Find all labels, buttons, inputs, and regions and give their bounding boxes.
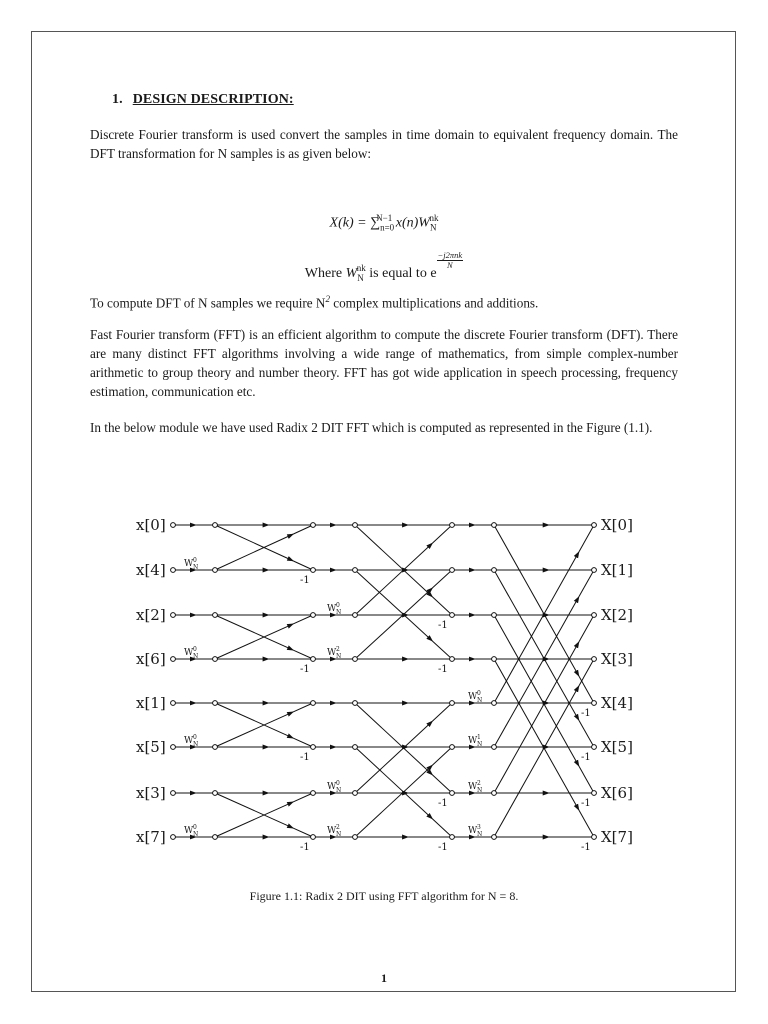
output-label-7: X[7] bbox=[601, 828, 633, 846]
twiddle-w: W bbox=[468, 826, 478, 836]
twiddle-exp: 1 bbox=[477, 734, 481, 741]
twiddle-stage1 bbox=[184, 734, 198, 748]
junction-node bbox=[492, 613, 497, 618]
twiddle-exp: 0 bbox=[477, 690, 481, 697]
butterfly-cross bbox=[579, 810, 594, 837]
junction-node bbox=[311, 523, 316, 528]
butterfly-cross bbox=[494, 597, 579, 747]
butterfly-cross bbox=[433, 525, 452, 543]
page-number: 1 bbox=[381, 971, 387, 985]
paragraph-complexity bbox=[90, 290, 678, 312]
twiddle-w: W bbox=[327, 826, 337, 836]
junction-node bbox=[213, 701, 218, 706]
junction-node bbox=[450, 835, 455, 840]
where-w-sup: nk bbox=[356, 263, 366, 274]
butterfly-cross bbox=[215, 802, 293, 837]
junction-node bbox=[450, 657, 455, 662]
butterfly-cross bbox=[579, 766, 594, 793]
junction-node bbox=[353, 613, 358, 618]
butterfly-cross bbox=[579, 615, 594, 642]
twiddle-exp: 0 bbox=[336, 780, 340, 787]
junction-node bbox=[353, 835, 358, 840]
twiddle-sub: N bbox=[193, 741, 199, 748]
twiddle-sub: N bbox=[477, 697, 483, 704]
junction-node bbox=[492, 701, 497, 706]
junction-node bbox=[450, 701, 455, 706]
junction-node bbox=[171, 613, 176, 618]
twiddle-w: W bbox=[468, 736, 478, 746]
twiddle-exp: 2 bbox=[336, 646, 340, 653]
minus-one-stage3: -1 bbox=[581, 752, 591, 763]
junction-node bbox=[492, 523, 497, 528]
butterfly-cross bbox=[494, 552, 579, 703]
output-label-4: X[4] bbox=[601, 694, 633, 712]
junction-node bbox=[213, 523, 218, 528]
minus-one-stage3: -1 bbox=[581, 798, 591, 809]
butterfly-cross bbox=[355, 747, 433, 819]
exponent-numerator: −j2πnk bbox=[437, 250, 463, 260]
butterfly-cross bbox=[579, 525, 594, 552]
twiddle-stage1 bbox=[184, 557, 198, 571]
butterfly-cross bbox=[494, 570, 579, 720]
butterfly-cross bbox=[433, 819, 452, 837]
junction-node bbox=[171, 835, 176, 840]
twiddle-sub: N bbox=[336, 831, 342, 838]
output-label-6: X[6] bbox=[601, 784, 633, 802]
junction-node bbox=[450, 568, 455, 573]
twiddle-stage3 bbox=[468, 690, 482, 704]
butterfly-cross bbox=[494, 686, 579, 837]
minus-one-stage2: -1 bbox=[438, 664, 448, 675]
butterfly-cross bbox=[579, 659, 594, 686]
twiddle-definition bbox=[0, 251, 768, 283]
paragraph-fft-intro: Fast Fourier transform (FFT) is an efficient algorithm to compute the discrete Fourier transform (DFT). There are many distinct FFT algorithms involving a wide range of mathematics, from simple complex-number arithmetic to group theory and number theory. FFT has got wide application in speech processing, frequency estimation, communication etc. bbox=[90, 327, 678, 399]
input-label-3: x[6] bbox=[136, 650, 166, 668]
butterfly-cross bbox=[355, 525, 433, 597]
minus-one-stage2: -1 bbox=[438, 620, 448, 631]
junction-node bbox=[311, 613, 316, 618]
twiddle-stage2 bbox=[327, 646, 341, 660]
where-w: W bbox=[345, 266, 358, 281]
junction-node bbox=[213, 568, 218, 573]
junction-node bbox=[213, 613, 218, 618]
butterfly-cross bbox=[433, 747, 452, 765]
butterfly-cross bbox=[355, 721, 433, 793]
junction-node bbox=[353, 791, 358, 796]
twiddle-w: W bbox=[468, 692, 478, 702]
junction-node bbox=[492, 657, 497, 662]
butterfly-cross bbox=[215, 703, 293, 738]
twiddle-sub: N bbox=[429, 222, 437, 233]
twiddle-exp: 2 bbox=[477, 780, 481, 787]
twiddle-w: W bbox=[468, 782, 478, 792]
input-label-4: x[1] bbox=[136, 694, 166, 712]
butterfly-cross bbox=[579, 676, 594, 703]
minus-one-stage1: -1 bbox=[300, 664, 310, 675]
junction-node bbox=[450, 613, 455, 618]
junction-node bbox=[353, 745, 358, 750]
input-label-5: x[5] bbox=[136, 738, 166, 756]
junction-node bbox=[311, 657, 316, 662]
twiddle-sub: N bbox=[477, 741, 483, 748]
sum-lower: n=0 bbox=[380, 222, 395, 233]
butterfly-cross bbox=[355, 570, 433, 641]
junction-node bbox=[492, 745, 497, 750]
section-title: DESIGN DESCRIPTION: bbox=[132, 92, 294, 107]
twiddle-exp: 3 bbox=[477, 824, 481, 831]
complexity-text: To compute DFT of N samples we require N bbox=[90, 295, 326, 311]
junction-node bbox=[171, 523, 176, 528]
butterfly-cross bbox=[215, 624, 293, 659]
butterfly-cross bbox=[293, 615, 313, 624]
butterfly-cross bbox=[215, 793, 293, 828]
twiddle-sub: N bbox=[336, 787, 342, 794]
exponent-denominator: N bbox=[447, 260, 453, 270]
twiddle-w: W bbox=[327, 648, 337, 658]
output-label-5: X[5] bbox=[601, 738, 633, 756]
butterfly-cross bbox=[494, 659, 579, 810]
output-node bbox=[592, 701, 597, 706]
butterfly-cross bbox=[215, 712, 293, 747]
output-label-1: X[1] bbox=[601, 561, 633, 579]
minus-one-stage1: -1 bbox=[300, 842, 310, 853]
junction-node bbox=[450, 791, 455, 796]
junction-node bbox=[450, 745, 455, 750]
output-node bbox=[592, 568, 597, 573]
sum-upper: N−1 bbox=[376, 213, 393, 223]
butterfly-cross bbox=[293, 525, 313, 534]
butterfly-cross bbox=[293, 793, 313, 802]
sum-symbol: ∑ bbox=[370, 215, 381, 231]
twiddle-exp: 2 bbox=[336, 824, 340, 831]
butterfly-cross bbox=[355, 765, 433, 837]
butterfly-cross bbox=[293, 738, 313, 747]
twiddle-sub: N bbox=[336, 609, 342, 616]
formula-lhs: X(k) = bbox=[329, 215, 371, 231]
minus-one-stage2: -1 bbox=[438, 842, 448, 853]
junction-node bbox=[171, 745, 176, 750]
butterfly-cross bbox=[355, 703, 433, 775]
junction-node bbox=[311, 701, 316, 706]
exponent-fraction bbox=[437, 251, 464, 270]
input-label-0: x[0] bbox=[136, 516, 166, 534]
twiddle-stage2 bbox=[327, 824, 341, 838]
butterfly-cross bbox=[579, 570, 594, 597]
figure-caption: Figure 1.1: Radix 2 DIT using FFT algorithm for N = 8. bbox=[249, 889, 519, 903]
butterfly-cross bbox=[494, 525, 579, 676]
twiddle-exp: 0 bbox=[193, 557, 197, 564]
junction-node bbox=[353, 568, 358, 573]
section-number: 1. bbox=[112, 92, 123, 107]
where-text: Where bbox=[304, 266, 346, 281]
butterfly-cross bbox=[433, 570, 452, 588]
butterfly-cross bbox=[433, 597, 452, 615]
complexity-text-rest: complex multiplications and additions. bbox=[329, 295, 539, 311]
butterfly-cross bbox=[494, 642, 579, 793]
dft-formula bbox=[0, 213, 768, 232]
twiddle-stage3 bbox=[468, 824, 482, 838]
butterfly-cross bbox=[215, 525, 293, 561]
minus-one-stage1: -1 bbox=[300, 575, 310, 586]
twiddle-w: W bbox=[184, 736, 194, 746]
butterfly-cross bbox=[433, 641, 452, 659]
junction-node bbox=[171, 701, 176, 706]
butterfly-cross bbox=[494, 615, 579, 766]
butterfly-cross bbox=[215, 534, 293, 570]
twiddle-stage3 bbox=[468, 734, 482, 748]
twiddle-w: W bbox=[184, 559, 194, 569]
paragraph-module: In the below module we have used Radix 2 DIT FFT which is computed as represented in the Figure (1.1). bbox=[90, 420, 653, 435]
twiddle-stage1 bbox=[184, 824, 198, 838]
twiddle-w: W bbox=[327, 782, 337, 792]
minus-one-stage2: -1 bbox=[438, 798, 448, 809]
twiddle-sup: nk bbox=[429, 213, 439, 223]
output-node bbox=[592, 523, 597, 528]
twiddle-stage2 bbox=[327, 780, 341, 794]
junction-node bbox=[353, 523, 358, 528]
output-node bbox=[592, 613, 597, 618]
diagram-wires bbox=[175, 525, 594, 837]
junction-node bbox=[311, 835, 316, 840]
junction-node bbox=[492, 835, 497, 840]
junction-node bbox=[450, 523, 455, 528]
twiddle-exp: 0 bbox=[193, 646, 197, 653]
input-label-2: x[2] bbox=[136, 606, 166, 624]
junction-node bbox=[353, 701, 358, 706]
twiddle-sub: N bbox=[477, 831, 483, 838]
fft-butterfly-diagram bbox=[120, 505, 650, 860]
junction-node bbox=[492, 791, 497, 796]
twiddle-exp: 0 bbox=[193, 734, 197, 741]
butterfly-cross bbox=[215, 615, 293, 650]
butterfly-cross bbox=[433, 775, 452, 793]
twiddle-sub: N bbox=[193, 653, 199, 660]
twiddle-sub: N bbox=[477, 787, 483, 794]
junction-node bbox=[311, 568, 316, 573]
junction-node bbox=[213, 835, 218, 840]
minus-one-stage3: -1 bbox=[581, 708, 591, 719]
output-node bbox=[592, 745, 597, 750]
junction-node bbox=[171, 568, 176, 573]
where-mid: is equal to e bbox=[365, 266, 437, 281]
complexity-exponent: 2 bbox=[325, 294, 330, 304]
output-label-0: X[0] bbox=[601, 516, 633, 534]
junction-node bbox=[171, 657, 176, 662]
twiddle-w: W bbox=[327, 604, 337, 614]
twiddle-w: W bbox=[184, 826, 194, 836]
butterfly-cross bbox=[293, 650, 313, 659]
twiddle-w: W bbox=[184, 648, 194, 658]
twiddle-stage2 bbox=[327, 602, 341, 616]
output-label-3: X[3] bbox=[601, 650, 633, 668]
output-node bbox=[592, 657, 597, 662]
section-heading bbox=[112, 92, 294, 108]
butterfly-cross bbox=[293, 561, 313, 570]
twiddle-exp: 0 bbox=[336, 602, 340, 609]
butterfly-cross bbox=[293, 828, 313, 837]
junction-node bbox=[171, 791, 176, 796]
butterfly-cross bbox=[293, 703, 313, 712]
input-label-6: x[3] bbox=[136, 784, 166, 802]
twiddle-sub: N bbox=[193, 564, 199, 571]
junction-node bbox=[213, 791, 218, 796]
junction-node bbox=[311, 791, 316, 796]
butterfly-cross bbox=[579, 720, 594, 747]
junction-node bbox=[213, 657, 218, 662]
junction-node bbox=[353, 657, 358, 662]
twiddle-sub: N bbox=[193, 831, 199, 838]
minus-one-stage3: -1 bbox=[581, 842, 591, 853]
junction-node bbox=[213, 745, 218, 750]
output-label-2: X[2] bbox=[601, 606, 633, 624]
minus-one-stage1: -1 bbox=[300, 752, 310, 763]
input-label-1: x[4] bbox=[136, 561, 166, 579]
output-node bbox=[592, 791, 597, 796]
paragraph-dft-intro: Discrete Fourier transform is used convert the samples in time domain to equivalent frequency domain. The DFT transformation for N samples is as given below: bbox=[90, 127, 678, 161]
output-node bbox=[592, 835, 597, 840]
twiddle-stage1 bbox=[184, 646, 198, 660]
where-w-sub: N bbox=[357, 272, 364, 283]
twiddle-exp: 0 bbox=[193, 824, 197, 831]
butterfly-cross bbox=[355, 588, 433, 659]
butterfly-cross bbox=[355, 543, 433, 615]
junction-node bbox=[492, 568, 497, 573]
twiddle-sub: N bbox=[336, 653, 342, 660]
junction-node bbox=[311, 745, 316, 750]
input-label-7: x[7] bbox=[136, 828, 166, 846]
formula-rhs: x(n)W bbox=[392, 215, 430, 231]
twiddle-stage3 bbox=[468, 780, 482, 794]
butterfly-cross bbox=[433, 703, 452, 721]
